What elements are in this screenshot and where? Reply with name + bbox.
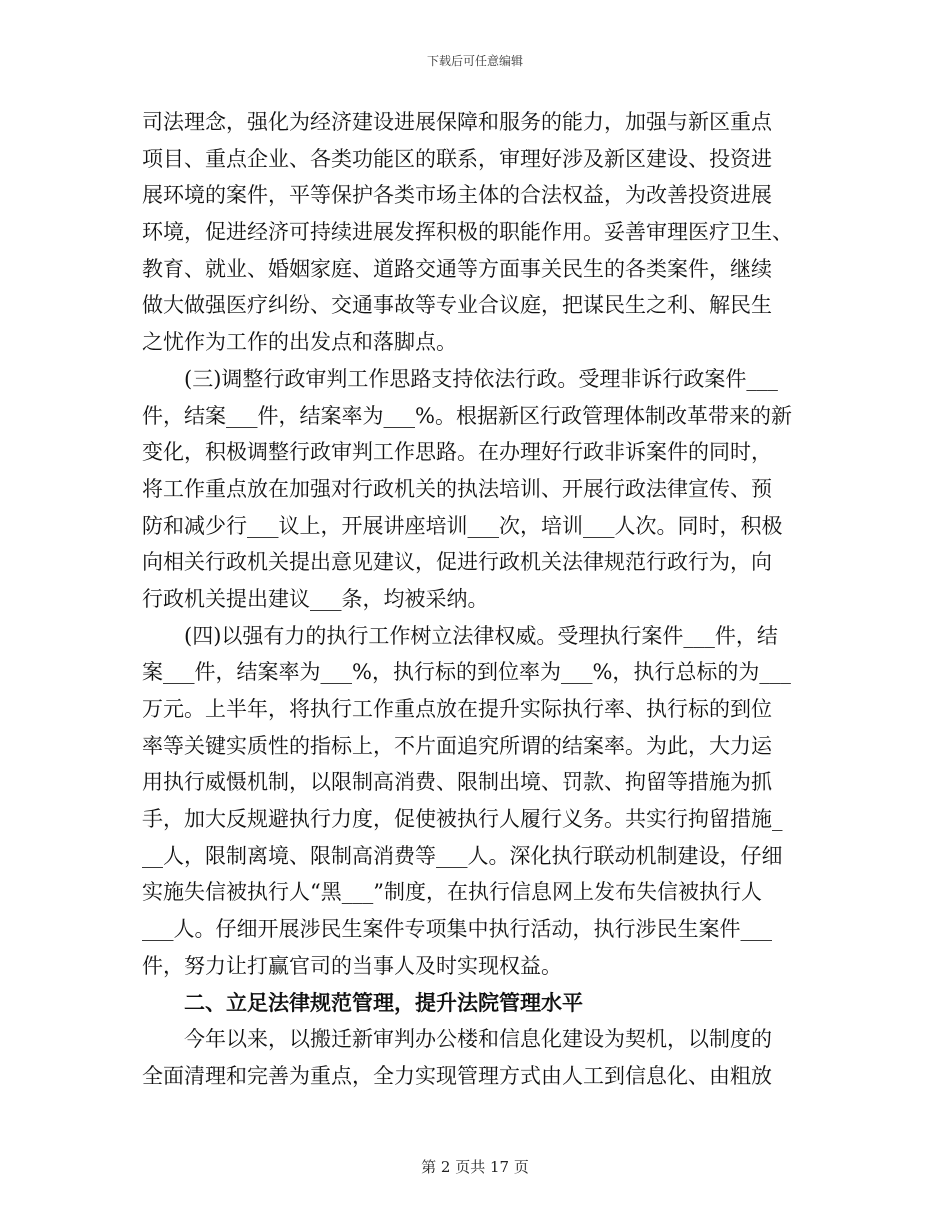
text-line: (三)调整行政审判工作思路支持依法行政。受理非诉行政案件___ <box>184 366 778 391</box>
text-line: 展环境的案件，平等保护各类市场主体的合法权益，为改善投资进展 <box>142 183 772 208</box>
text-line: 率等关键实质性的指标上，不片面追究所谓的结案率。为此，大力运 <box>142 733 772 758</box>
text-line: 件，结案___件，结案率为___%。根据新区行政管理体制改革带来的新 <box>142 403 792 428</box>
text-line: 将工作重点放在加强对行政机关的执法培训、开展行政法律宣传、预 <box>142 476 772 501</box>
text-line: 全面清理和完善为重点，全力实现管理方式由人工到信息化、由粗放 <box>142 1063 772 1088</box>
text-line: 变化，积极调整行政审判工作思路。在办理好行政非诉案件的同时， <box>142 440 772 465</box>
section-heading: 二、立足法律规范管理，提升法院管理水平 <box>184 989 583 1015</box>
text-line: 之忧作为工作的出发点和落脚点。 <box>142 330 457 355</box>
text-line: 项目、重点企业、各类功能区的联系，审理好涉及新区建设、投资进 <box>142 146 772 171</box>
text-line: 司法理念，强化为经济建设进展保障和服务的能力，加强与新区重点 <box>142 110 772 134</box>
text-line: __人，限制离境、限制高消费等___人。深化执行联动机制建设，仔细 <box>142 843 783 868</box>
text-line: 环境，促进经济可持续进展发挥积极的职能作用。妥善审理医疗卫生、 <box>142 220 793 245</box>
text-line: 手，加大反规避执行力度，促使被执行人履行义务。共实行拘留措施_ <box>142 807 783 832</box>
document-body <box>142 104 810 1095</box>
text-line: 防和减少行___议上，开展讲座培训___次，培训___人次。同时，积极 <box>142 513 783 538</box>
text-line: 行政机关提出建议___条，均被采纳。 <box>142 586 489 611</box>
text-line: 实施失信被执行人“黑___”制度，在执行信息网上发布失信被执行人 <box>142 880 762 905</box>
text-line: 教育、就业、婚姻家庭、道路交通等方面事关民生的各类案件，继续 <box>142 256 772 281</box>
text-line: 向相关行政机关提出意见建议，促进行政机关法律规范行政行为，向 <box>142 550 772 575</box>
page-footer: 第 2 页共 17 页 <box>421 1158 529 1176</box>
text-line: 案___件，结案率为___%，执行标的到位率为___%，执行总标的为___ <box>142 660 791 685</box>
page-header: 下载后可任意编辑 <box>426 54 523 68</box>
text-line: (四)以强有力的执行工作树立法律权威。受理执行案件___件，结 <box>184 623 778 648</box>
text-line: 今年以来，以搬迁新审判办公楼和信息化建设为契机，以制度的 <box>184 1027 772 1052</box>
text-line: 用执行威慑机制，以限制高消费、限制出境、罚款、拘留等措施为抓 <box>142 770 772 795</box>
text-line: 做大做强医疗纠纷、交通事故等专业合议庭，把谋民生之利、解民生 <box>142 293 772 318</box>
text-line: ___人。仔细开展涉民生案件专项集中执行活动，执行涉民生案件___ <box>142 917 772 942</box>
text-line: 件，努力让打赢官司的当事人及时实现权益。 <box>142 953 562 978</box>
text-line: 万元。上半年，将执行工作重点放在提升实际执行率、执行标的到位 <box>142 697 772 721</box>
